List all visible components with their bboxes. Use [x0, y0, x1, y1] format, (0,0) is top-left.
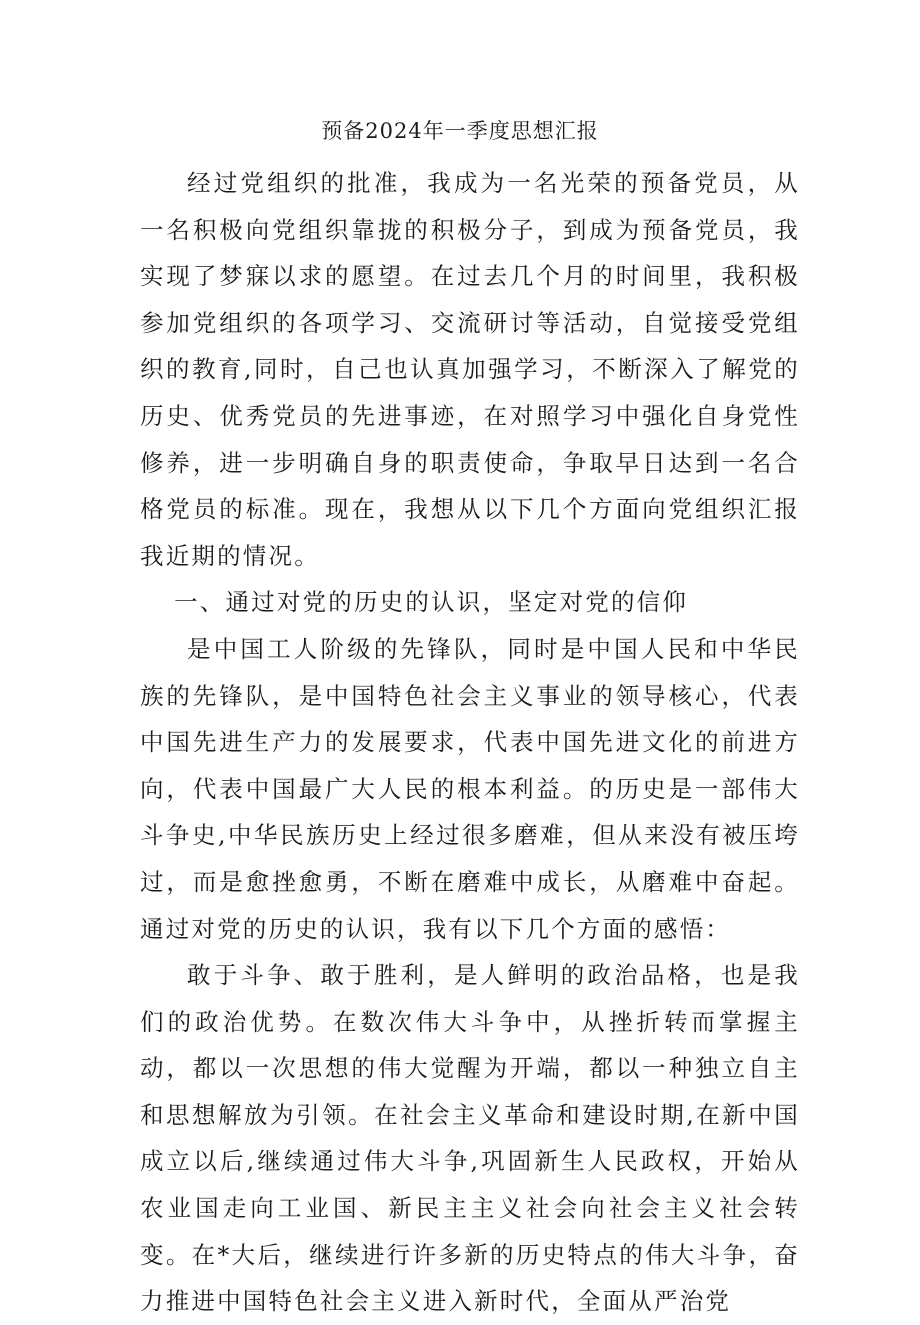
- paragraph-struggle: 敢于斗争、敢于胜利，是人鲜明的政治品格，也是我们的政治优势。在数次伟大斗争中，从挫折转而掌握主动，都以一次思想的伟大觉醒为开端，都以一种独立自主和思想解放为引领。在社会主义革命和建设时期,在新中国成立以后,继续通过伟大斗争,巩固新生人民政权，开始从农业国走向工业国、新民主主义社会向社会主义社会转变。在*大后，继续进行许多新的历史特点的伟大斗争，奋力推进中国特色社会主义进入新时代，全面从严治党: [140, 961, 800, 1316]
- paragraph-party-history: 是中国工人阶级的先锋队，同时是中国人民和中华民族的先锋队，是中国特色社会主义事业的领导核心，代表中国先进生产力的发展要求，代表中国先进文化的前进方向，代表中国最广大人民的根本利益。的历史是一部伟大斗争史,中华民族历史上经过很多磨难，但从来没有被压垮过，而是愈挫愈勇，不断在磨难中成长，从磨难中奋起。通过对党的历史的认识，我有以下几个方面的感悟：: [140, 634, 800, 943]
- document-body: [140, 160, 800, 1325]
- document-title: 预备2024年一季度思想汇报: [321, 119, 599, 143]
- paragraph-intro: 经过党组织的批准，我成为一名光荣的预备党员，从一名积极向党组织靠拢的积极分子，到成为预备党员，我实现了梦寐以求的愿望。在过去几个月的时间里，我积极参加党组织的各项学习、交流研讨等活动，自觉接受党组织的教育,同时，自己也认真加强学习，不断深入了解党的历史、优秀党员的先进事迹，在对照学习中强化自身党性修养，进一步明确自身的职责使命，争取早日达到一名合格党员的标准。现在，我想从以下几个方面向党组织汇报我近期的情况。: [140, 169, 800, 570]
- section-heading-1: 一、通过对党的历史的认识，坚定对党的信仰: [174, 588, 689, 617]
